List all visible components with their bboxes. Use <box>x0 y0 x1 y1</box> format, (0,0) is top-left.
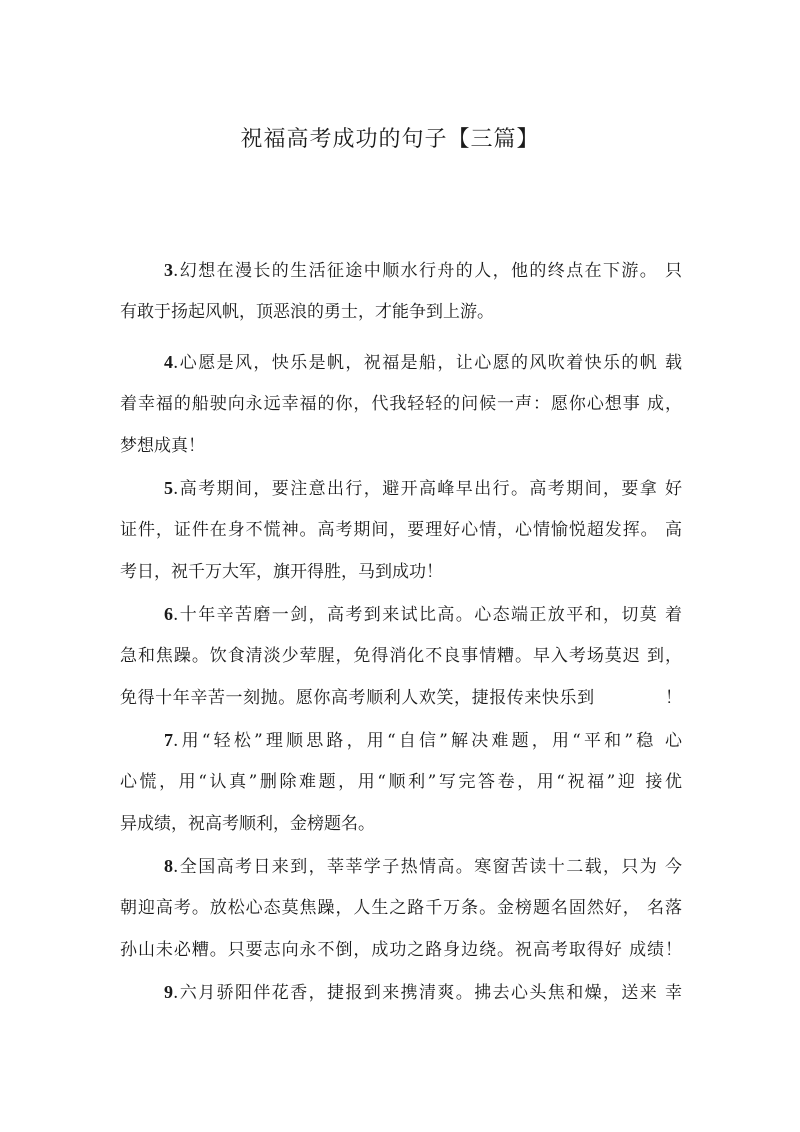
item-number: 3 <box>164 260 173 280</box>
text-line <box>120 253 682 295</box>
paragraph-6 <box>120 597 682 723</box>
paragraph-5 <box>120 471 682 597</box>
text-line <box>120 849 682 891</box>
item-number: 9 <box>164 982 173 1002</box>
text-line: 孙山未必糟。只要志向永不倒，成功之路身边绕。祝高考取得好 成绩！ <box>120 940 682 960</box>
text-line: 证件，证件在身不慌神。高考期间，要理好心情，心情愉悦超发挥。 高 <box>120 520 682 540</box>
text-line: 急和焦躁。饮食清淡少荤腥，免得消化不良事情糟。早入考场莫迟 到， <box>120 646 682 666</box>
line-text: .全国高考日来到，莘莘学子热情高。寒窗苦读十二载，只为 今 <box>173 857 682 877</box>
item-number: 6 <box>164 604 173 624</box>
document-body <box>120 253 682 1017</box>
text-line: 免得十年辛苦一刻抛。愿你高考顺利人欢笑，捷报传来快乐到 ！ <box>120 688 682 708</box>
text-line <box>120 471 682 513</box>
text-line: 考日，祝千万大军，旗开得胜，马到成功！ <box>120 562 443 582</box>
line-text: .幻想在漫长的生活征途中顺水行舟的人，他的终点在下游。 只 <box>173 261 682 281</box>
item-number: 5 <box>164 478 173 498</box>
paragraph-4 <box>120 345 682 471</box>
text-line: 梦想成真！ <box>120 436 205 456</box>
item-number: 8 <box>164 856 173 876</box>
line-text: .高考期间，要注意出行，避开高峰早出行。高考期间，要拿 好 <box>173 479 682 499</box>
item-number: 4 <box>164 352 173 372</box>
text-line: 有敢于扬起风帆，顶恶浪的勇士，才能争到上游。 <box>120 302 494 322</box>
text-line <box>120 597 682 639</box>
paragraph-9 <box>120 975 682 1017</box>
paragraph-8 <box>120 849 682 975</box>
line-text: .心愿是风，快乐是帆，祝福是船，让心愿的风吹着快乐的帆 载 <box>173 353 682 373</box>
item-number: 7 <box>164 730 173 750</box>
text-line: 心慌，用“认真”删除难题，用“顺利”写完答卷，用“祝福”迎 接优 <box>120 772 682 792</box>
text-line: 异成绩，祝高考顺利，金榜题名。 <box>120 814 375 834</box>
text-line: 朝迎高考。放松心态莫焦躁，人生之路千万条。金榜题名固然好， 名落 <box>120 898 682 918</box>
document-title: 祝福高考成功的句子【三篇】 <box>240 127 540 152</box>
paragraph-3 <box>120 253 682 345</box>
text-line <box>120 723 682 765</box>
line-text: .六月骄阳伴花香，捷报到来携清爽。拂去心头焦和燥，送来 幸 <box>173 983 682 1003</box>
paragraph-7 <box>120 723 682 849</box>
text-line: 着幸福的船驶向永远幸福的你，代我轻轻的问候一声：愿你心想事 成， <box>120 394 682 414</box>
line-text: .用“轻松”理顺思路，用“自信”解决难题，用“平和”稳 心 <box>173 731 682 751</box>
text-line <box>120 975 682 1017</box>
text-line <box>120 345 682 387</box>
line-text: .十年辛苦磨一剑，高考到来试比高。心态端正放平和，切莫 着 <box>173 605 682 625</box>
